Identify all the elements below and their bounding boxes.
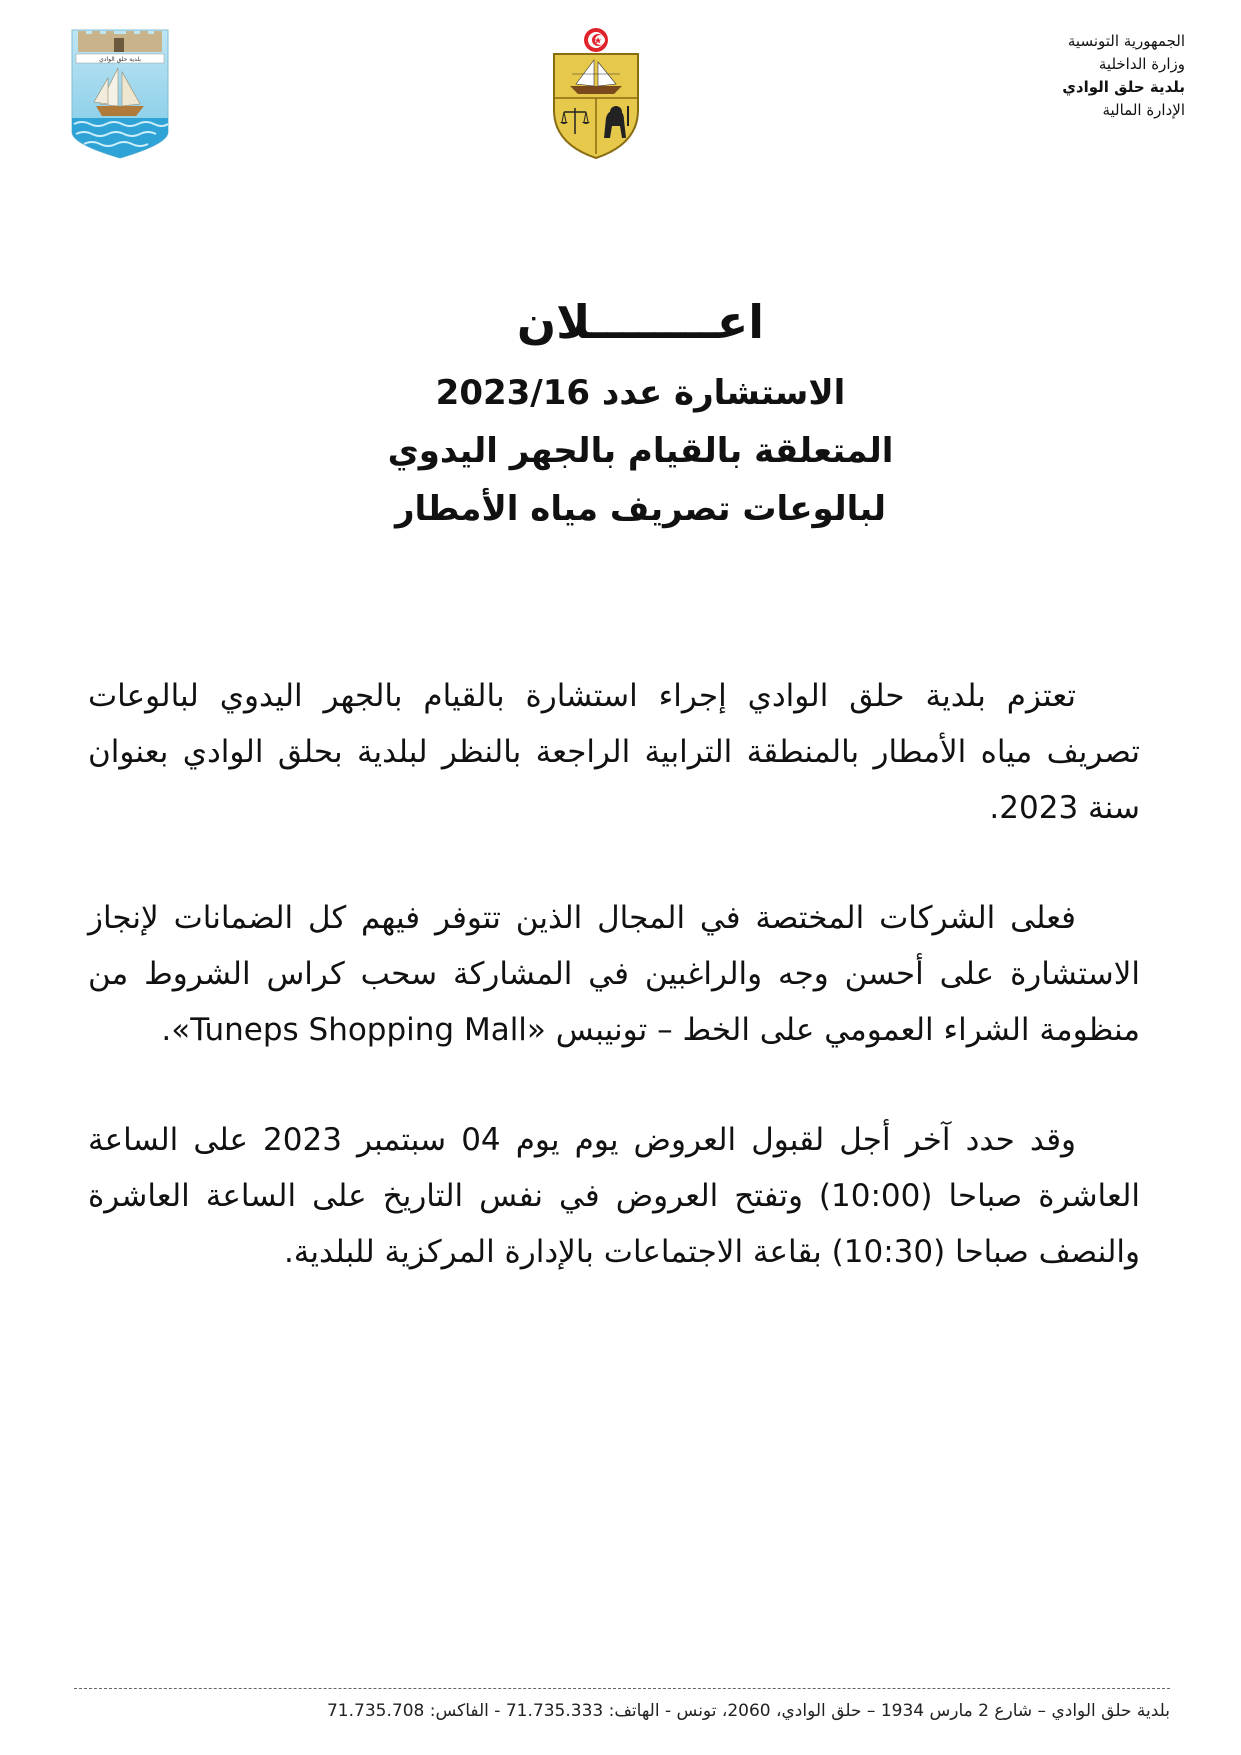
body-paragraph-intent: تعتزم بلدية حلق الوادي إجراء استشارة بالقيام بالجهر اليدوي لبالوعات تصريف مياه الأمطار بالمنطقة الترابية الراجعة بالنظر لبلدية بحلق الوادي بعنوان سنة 2023. (88, 678, 1140, 826)
consultation-number: الاستشارة عدد 2023/16 (435, 373, 846, 413)
header-department: الإدارة المالية (1102, 101, 1185, 119)
header-republic: الجمهورية التونسية (1067, 32, 1185, 50)
header-ministry: وزارة الداخلية (1098, 55, 1185, 73)
consultation-subject-1: المتعلقة بالقيام بالجهر اليدوي (387, 431, 894, 471)
body-paragraph-participation: فعلى الشركات المختصة في المجال الذين تتوفر فيهم كل الضمانات لإنجاز الاستشارة على أحسن وجه والراغبين في المشاركة سحب كراس الشروط من منظومة الشراء العمومي على الخط – تونيبس «Tuneps Shopping Mall». (88, 900, 1140, 1048)
footer-contact: بلدية حلق الوادي – شارع 2 مارس 1934 – حلق الوادي، 2060، تونس - الهاتف: 71.735.333 - الفاكس: 71.735.708 (326, 1701, 1170, 1721)
announcement-heading: اعــــــــلان (516, 295, 765, 349)
header-municipality: بلدية حلق الوادي (1062, 78, 1185, 96)
municipality-logo (70, 28, 170, 160)
coat-of-arms-emblem (546, 26, 646, 160)
footer-divider (74, 1688, 1170, 1689)
svg-text:بلدية حلق الوادي: بلدية حلق الوادي (99, 56, 141, 63)
consultation-subject-2: لبالوعات تصريف مياه الأمطار (394, 489, 887, 529)
header-ministry-block (945, 30, 1185, 122)
announcement-title-block (0, 292, 1241, 538)
announcement-body (88, 668, 1140, 1334)
body-paragraph-deadline: وقد حدد آخر أجل لقبول العروض يوم يوم 04 سبتمبر 2023 على الساعة العاشرة صباحا (10:00) وتفتح العروض في نفس التاريخ على الساعة العاشرة والنصف صباحا (10:30) بقاعة الاجتماعات بالإدارة المركزية للبلدية. (88, 1122, 1141, 1270)
